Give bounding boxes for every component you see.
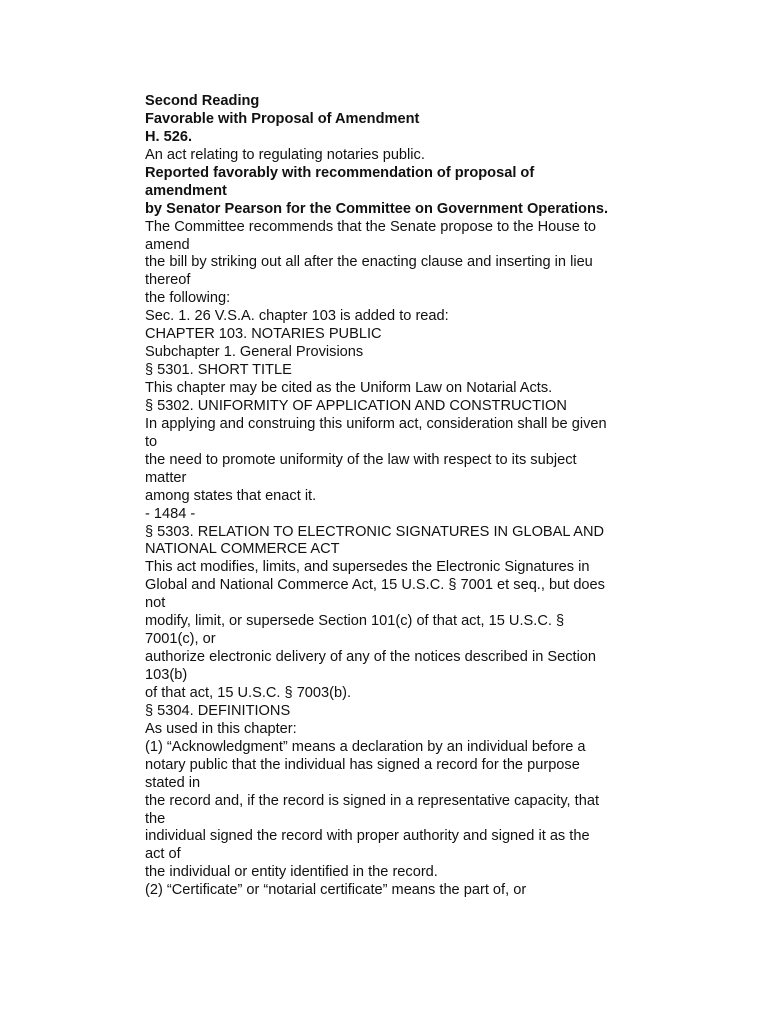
document-line: notary public that the individual has signed a record for the purpose xyxy=(145,756,580,773)
document-line: amendment xyxy=(145,182,227,199)
document-line: NATIONAL COMMERCE ACT xyxy=(145,541,340,558)
document-line: Reported favorably with recommendation of proposal of xyxy=(145,164,535,181)
document-body xyxy=(145,93,645,900)
document-line: Global and National Commerce Act, 15 U.S.C. § 7001 et seq., but does xyxy=(145,577,605,594)
document-line: As used in this chapter: xyxy=(145,720,297,737)
document-line: Sec. 1. 26 V.S.A. chapter 103 is added to read: xyxy=(145,308,449,325)
document-line: CHAPTER 103. NOTARIES PUBLIC xyxy=(145,326,382,343)
document-line: This chapter may be cited as the Uniform Law on Notarial Acts. xyxy=(145,380,553,396)
document-line: Second Reading xyxy=(145,93,260,109)
document-line: modify, limit, or supersede Section 101(c) of that act, 15 U.S.C. § xyxy=(145,613,565,630)
document-line: the individual or entity identified in the record. xyxy=(145,864,438,881)
document-line: H. 526. xyxy=(145,128,193,145)
document-line: among states that enact it. xyxy=(145,487,317,504)
document-line: by Senator Pearson for the Committee on Government Operations. xyxy=(145,200,609,217)
document-line: authorize electronic delivery of any of the notices described in Section xyxy=(145,649,597,666)
document-line: Favorable with Proposal of Amendment xyxy=(145,110,420,127)
document-line: § 5304. DEFINITIONS xyxy=(145,702,291,719)
document-line: amend xyxy=(145,236,190,253)
document-line: matter xyxy=(145,469,187,486)
document-line: act of xyxy=(145,846,181,863)
document-line: the need to promote uniformity of the law with respect to its subject xyxy=(145,451,577,468)
document-line: This act modifies, limits, and supersedes the Electronic Signatures in xyxy=(145,559,590,576)
document-line: - 1484 - xyxy=(145,505,196,522)
document-line: not xyxy=(145,595,166,612)
document-line: § 5301. SHORT TITLE xyxy=(145,362,292,379)
document-line: (1) “Acknowledgment” means a declaration by an individual before a xyxy=(145,738,586,755)
document-line: individual signed the record with proper authority and signed it as the xyxy=(145,828,590,845)
document-line: 103(b) xyxy=(145,667,188,683)
document-line: An act relating to regulating notaries public. xyxy=(145,146,425,163)
document-line: the bill by striking out all after the enacting clause and inserting in lieu xyxy=(145,254,593,271)
document-line: In applying and construing this uniform act, consideration shall be given xyxy=(145,415,607,432)
document-line: the record and, if the record is signed in a representative capacity, that xyxy=(145,792,600,809)
document-line: stated in xyxy=(145,774,201,791)
document-line: § 5302. UNIFORMITY OF APPLICATION AND CONSTRUCTION xyxy=(145,397,567,414)
document-line: 7001(c), or xyxy=(145,631,216,648)
document-line: the xyxy=(145,810,166,827)
document-line: thereof xyxy=(145,272,191,289)
document-line: of that act, 15 U.S.C. § 7003(b). xyxy=(145,684,352,701)
document-line: § 5303. RELATION TO ELECTRONIC SIGNATURES IN GLOBAL AND xyxy=(145,523,605,540)
document-line: Subchapter 1. General Provisions xyxy=(145,344,364,361)
document-line: to xyxy=(145,433,158,450)
document-line: The Committee recommends that the Senate propose to the House to xyxy=(145,218,597,235)
document-line: (2) “Certificate” or “notarial certificate” means the part of, or xyxy=(145,882,527,899)
document-line: the following: xyxy=(145,290,231,307)
